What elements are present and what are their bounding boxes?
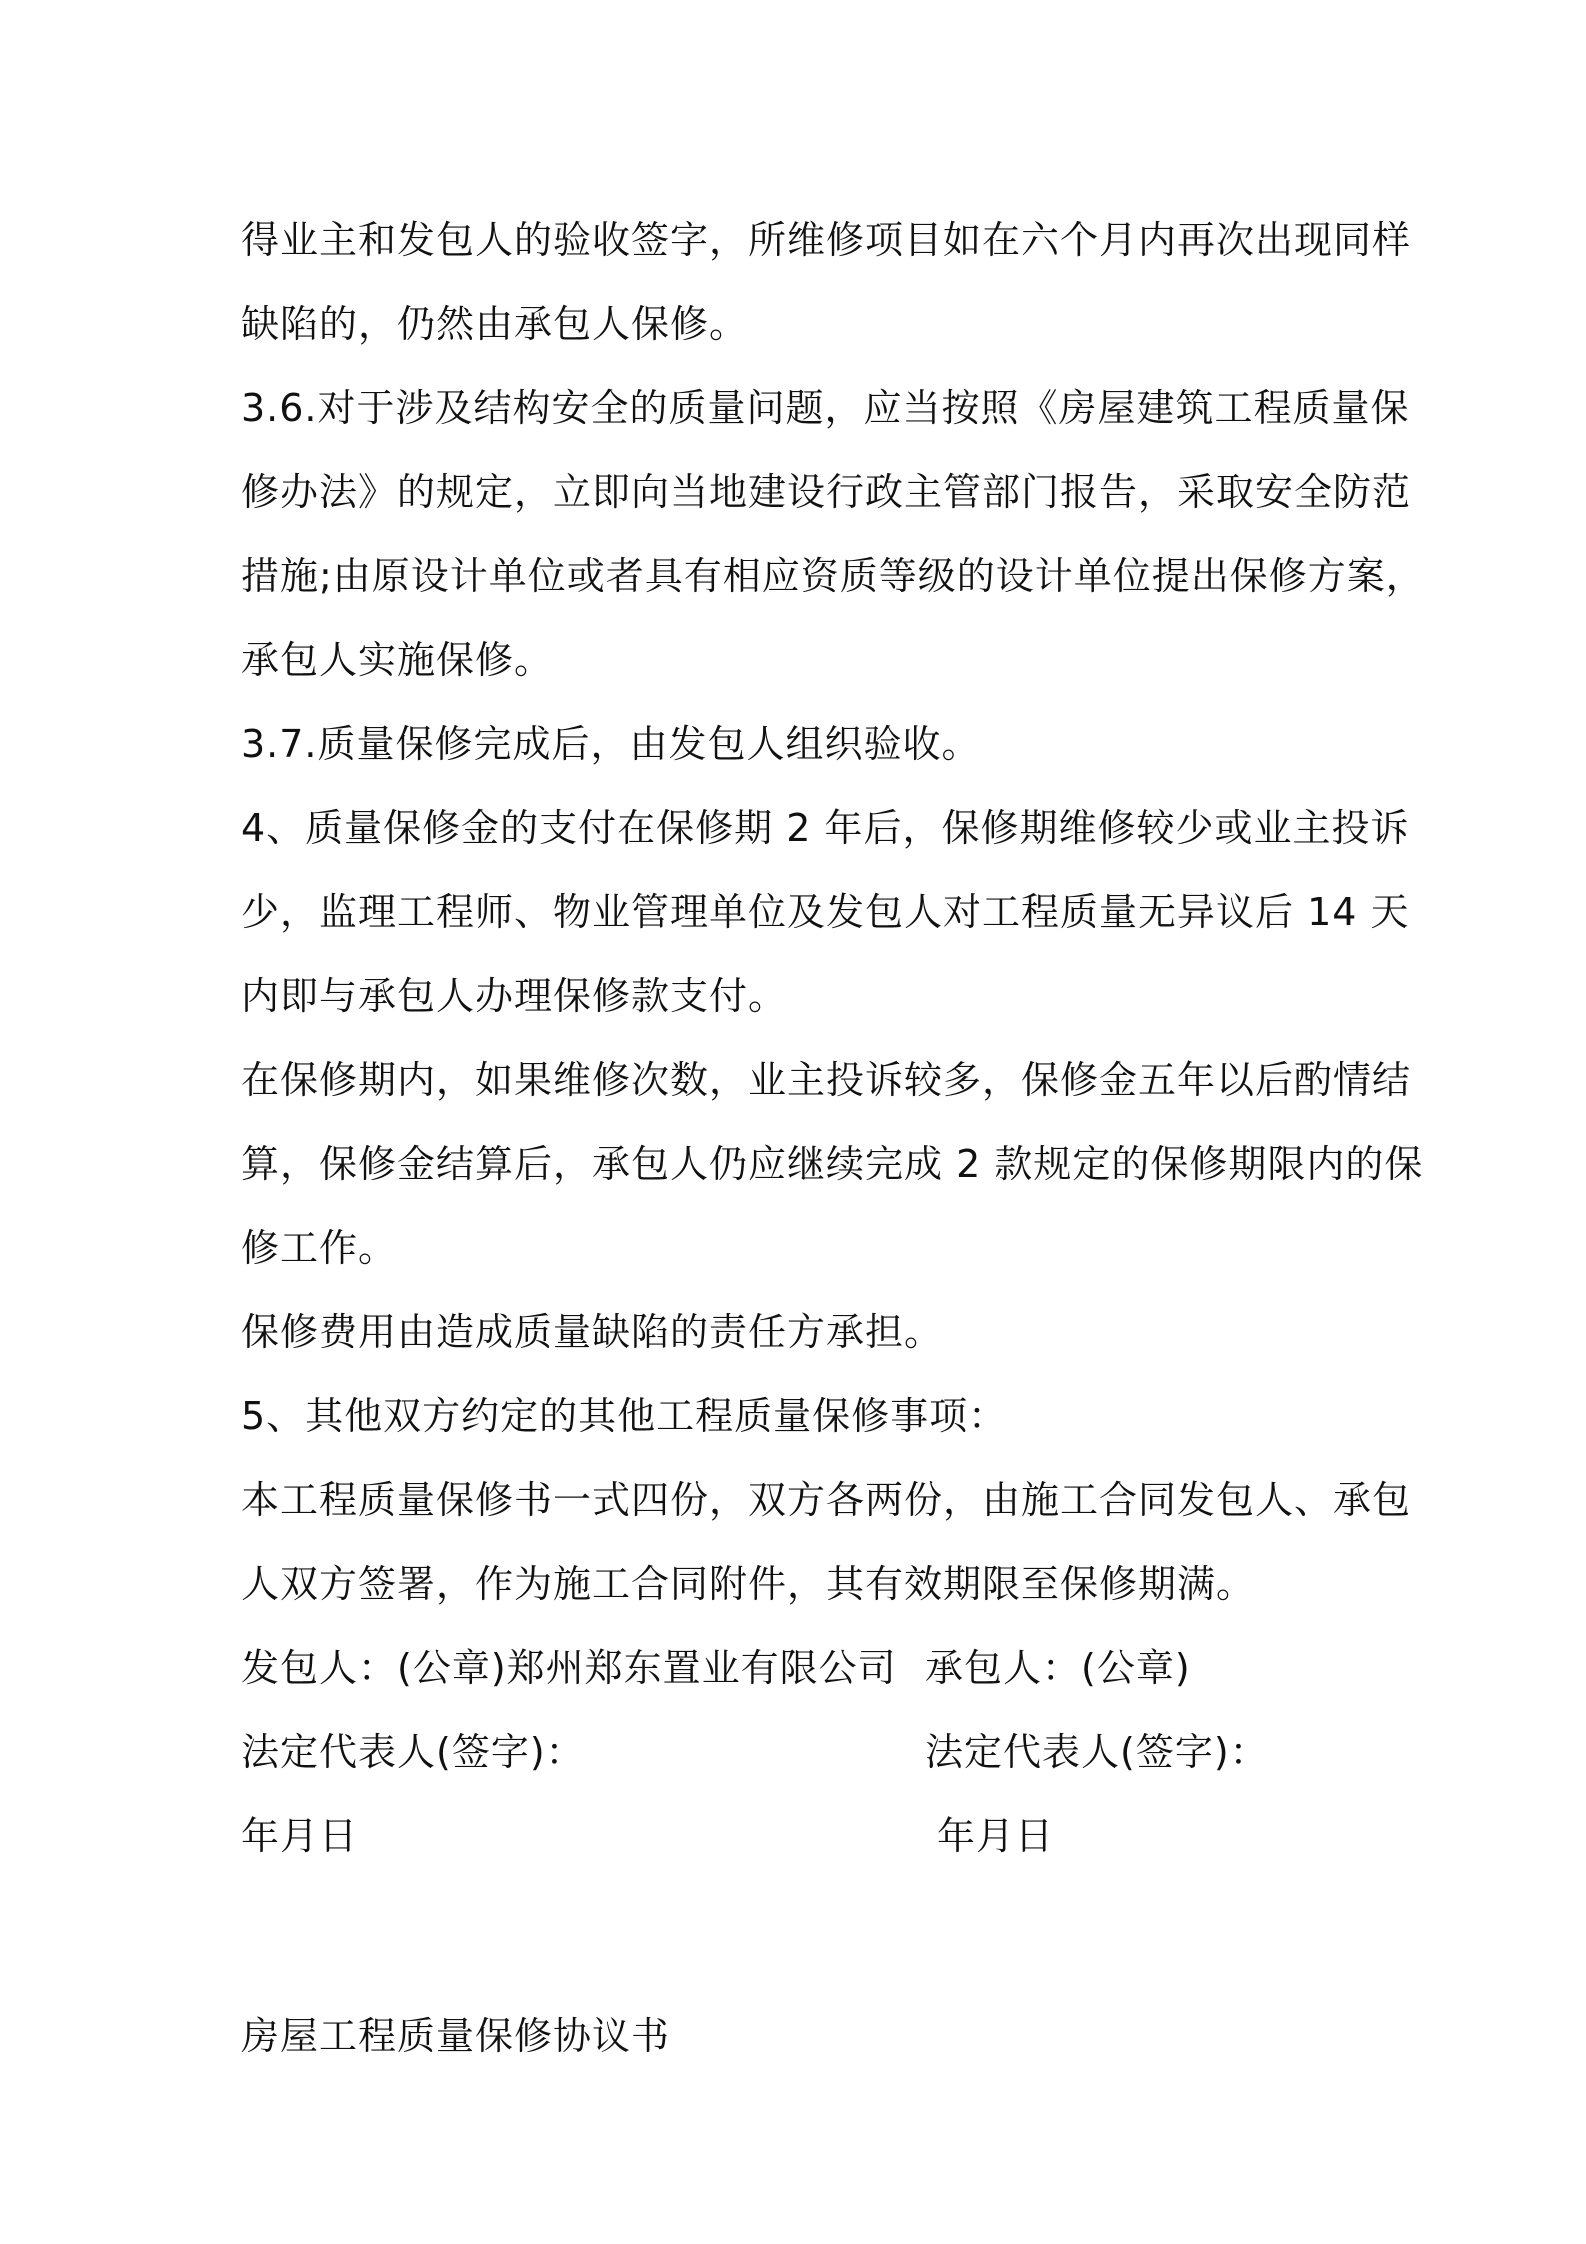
signature-date-row (241, 1794, 1361, 1878)
paragraph-line: 修工作。 (241, 1226, 398, 1270)
contractor-representative: 法定代表人(签字)： (925, 1730, 1269, 1774)
signature-block (241, 1626, 1361, 1878)
paragraph-line: 措施;由原设计单位或者具有相应资质等级的设计单位提出保修方案， (241, 554, 1425, 598)
paragraph-line: 4、质量保修金的支付在保修期 2 年后，保修期维修较少或业主投诉 (241, 806, 1410, 850)
paragraph-line: 承包人实施保修。 (241, 638, 554, 682)
footer-title: 房屋工程质量保修协议书 (241, 2014, 671, 2058)
contractor-date: 年月日 (937, 1814, 1055, 1858)
paragraph-line: 算，保修金结算后，承包人仍应继续完成 2 款规定的保修期限内的保 (241, 1142, 1424, 1186)
paragraph-line: 修办法》的规定，立即向当地建设行政主管部门报告，采取安全防范 (241, 470, 1412, 514)
employer-label: 发包人：(公章)郑州郑东置业有限公司 (241, 1646, 897, 1690)
paragraph-line: 少，监理工程师、物业管理单位及发包人对工程质量无异议后 14 天 (241, 890, 1410, 934)
employer-representative: 法定代表人(签字)： (241, 1730, 585, 1774)
signature-rep-row (241, 1710, 1361, 1794)
paragraph-line: 内即与承包人办理保修款支付。 (241, 974, 788, 1018)
paragraph-line: 人双方签署，作为施工合同附件，其有效期限至保修期满。 (241, 1562, 1256, 1606)
paragraph-line: 3.7.质量保修完成后，由发包人组织验收。 (241, 722, 981, 766)
paragraph-line: 5、其他双方约定的其他工程质量保修事项： (241, 1394, 1008, 1438)
document-page (241, 198, 1425, 2078)
employer-date: 年月日 (241, 1814, 359, 1858)
paragraph-line: 本工程质量保修书一式四份，双方各两份，由施工合同发包人、承包 (241, 1478, 1412, 1522)
signature-party-row (241, 1626, 1361, 1710)
paragraph-line: 在保修期内，如果维修次数，业主投诉较多，保修金五年以后酌情结 (241, 1058, 1412, 1102)
paragraph-line: 保修费用由造成质量缺陷的责任方承担。 (241, 1310, 944, 1354)
document-body (241, 198, 1425, 1626)
paragraph-line: 缺陷的，仍然由承包人保修。 (241, 302, 749, 346)
paragraph-line: 3.6.对于涉及结构安全的质量问题，应当按照《房屋建筑工程质量保 (241, 386, 1410, 430)
contractor-label: 承包人：(公章) (925, 1646, 1191, 1690)
paragraph-line: 得业主和发包人的验收签字，所维修项目如在六个月内再次出现同样 (241, 218, 1412, 262)
spacer (241, 1878, 1361, 1994)
